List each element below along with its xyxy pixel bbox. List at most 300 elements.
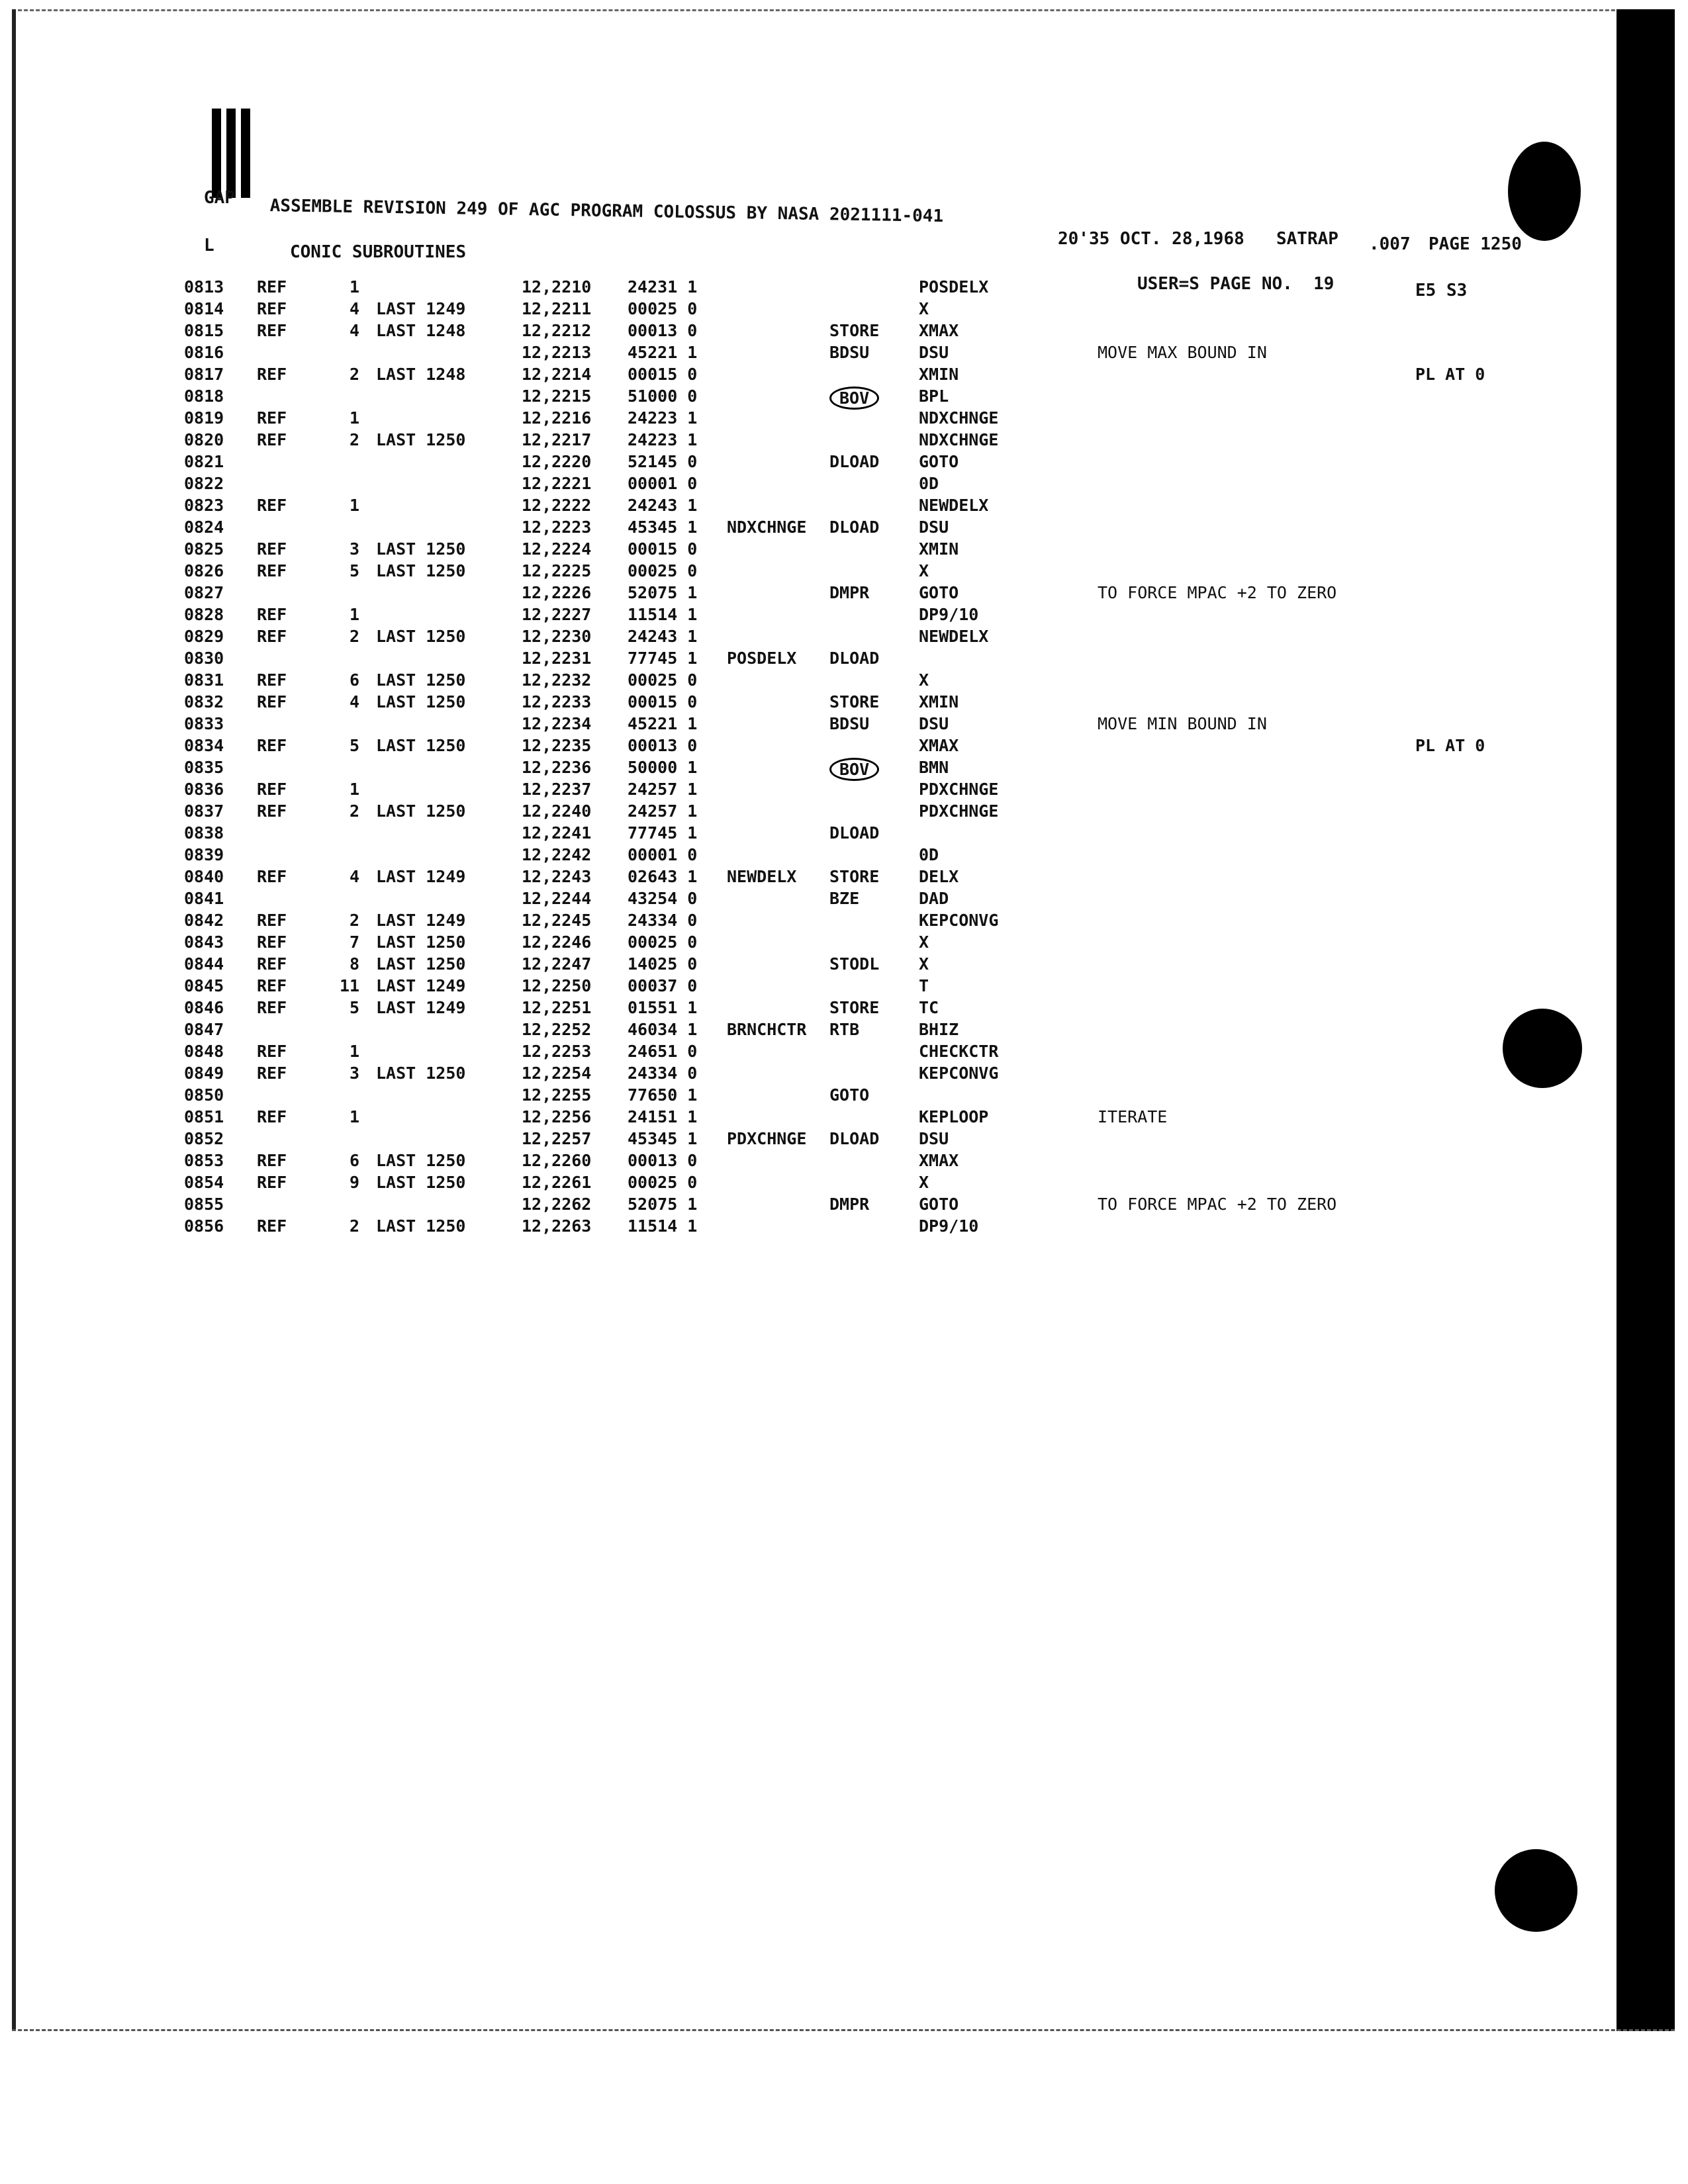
last-ref: LAST 1248	[376, 321, 466, 340]
comment: TO FORCE MPAC +2 TO ZERO	[1098, 583, 1337, 602]
tractor-feed-top-edge	[12, 9, 1675, 13]
listing-row	[184, 758, 1376, 780]
octal-code: 24257 1	[628, 780, 698, 799]
address: 12,2215	[522, 387, 592, 406]
address: 12,2211	[522, 299, 592, 318]
listing-row	[184, 1042, 1376, 1064]
octal-code: 00001 0	[628, 474, 698, 493]
symbol-label: BRNCHCTR	[727, 1020, 807, 1039]
line-number: 0819	[184, 408, 224, 428]
code-reference: E5 S3	[1415, 281, 1468, 300]
symbol-label: PDXCHNGE	[727, 1129, 807, 1148]
octal-code: 43254 0	[628, 889, 698, 908]
listing-row	[184, 976, 1376, 998]
operand: NEWDELX	[919, 496, 989, 515]
listing-row	[184, 343, 1376, 365]
line-number: 0841	[184, 889, 224, 908]
operand: X	[919, 933, 929, 952]
operand: X	[919, 670, 929, 690]
ref-marker: REF	[257, 736, 287, 755]
line-number: 0840	[184, 867, 224, 886]
last-ref: LAST 1249	[376, 911, 466, 930]
address: 12,2221	[522, 474, 592, 493]
last-ref: LAST 1250	[376, 1173, 466, 1192]
ref-count: 4	[349, 867, 359, 886]
line-number: 0813	[184, 277, 224, 296]
listing-row	[184, 801, 1376, 823]
listing-timestamp: 20'35 OCT. 28,1968	[1058, 229, 1244, 249]
operand: KEPCONVG	[919, 911, 999, 930]
ref-count: 2	[349, 911, 359, 930]
operand: GOTO	[919, 452, 959, 471]
pushlist-note: PL AT 0	[1415, 736, 1485, 755]
page-number: PAGE 1250	[1429, 234, 1522, 254]
line-number: 0832	[184, 692, 224, 711]
opcode: BDSU	[829, 343, 870, 362]
listing-row	[184, 277, 1376, 299]
address: 12,2241	[522, 823, 592, 842]
address: 12,2252	[522, 1020, 592, 1039]
octal-code: 77745 1	[628, 823, 698, 842]
line-number: 0852	[184, 1129, 224, 1148]
operand: KEPLOOP	[919, 1107, 989, 1126]
ref-count: 3	[349, 539, 359, 559]
octal-code: 52145 0	[628, 452, 698, 471]
comment: ITERATE	[1098, 1107, 1168, 1126]
octal-code: 02643 1	[628, 867, 698, 886]
line-number: 0822	[184, 474, 224, 493]
address: 12,2222	[522, 496, 592, 515]
perforation-bottom-edge	[12, 2027, 1675, 2031]
last-ref: LAST 1250	[376, 736, 466, 755]
listing-row	[184, 780, 1376, 801]
line-number: 0818	[184, 387, 224, 406]
line-number: 0849	[184, 1064, 224, 1083]
version-number: .007	[1369, 234, 1411, 254]
ref-count: 1	[349, 1042, 359, 1061]
listing-row	[184, 670, 1376, 692]
last-ref: LAST 1250	[376, 1216, 466, 1236]
line-number: 0823	[184, 496, 224, 515]
line-number: 0847	[184, 1020, 224, 1039]
operand: DSU	[919, 343, 949, 362]
octal-code: 00015 0	[628, 692, 698, 711]
ref-count: 9	[349, 1173, 359, 1192]
ref-count: 7	[349, 933, 359, 952]
ref-count: 6	[349, 670, 359, 690]
line-number: 0845	[184, 976, 224, 995]
listing-row	[184, 954, 1376, 976]
opcode: STODL	[829, 954, 880, 974]
ref-marker: REF	[257, 1064, 287, 1083]
line-number: 0855	[184, 1195, 224, 1214]
opcode: BOV	[829, 758, 879, 781]
operand: XMAX	[919, 1151, 959, 1170]
last-ref: LAST 1250	[376, 430, 466, 449]
ref-marker: REF	[257, 1151, 287, 1170]
listing-row	[184, 561, 1376, 583]
octal-code: 45221 1	[628, 714, 698, 733]
listing-row	[184, 1020, 1376, 1042]
ref-marker: REF	[257, 539, 287, 559]
listing-row	[184, 1085, 1376, 1107]
octal-code: 24231 1	[628, 277, 698, 296]
line-number: 0828	[184, 605, 224, 624]
octal-code: 00013 0	[628, 736, 698, 755]
line-number: 0851	[184, 1107, 224, 1126]
line-number: 0821	[184, 452, 224, 471]
line-number: 0827	[184, 583, 224, 602]
line-number: 0836	[184, 780, 224, 799]
operand: TC	[919, 998, 939, 1017]
listing-row	[184, 1195, 1376, 1216]
ref-marker: REF	[257, 408, 287, 428]
octal-code: 11514 1	[628, 605, 698, 624]
binder-hole-top	[1508, 142, 1581, 241]
ref-count: 1	[349, 496, 359, 515]
octal-code: 77745 1	[628, 649, 698, 668]
address: 12,2261	[522, 1173, 592, 1192]
octal-code: 24651 0	[628, 1042, 698, 1061]
operand: DP9/10	[919, 605, 979, 624]
address: 12,2247	[522, 954, 592, 974]
address: 12,2237	[522, 780, 592, 799]
address: 12,2263	[522, 1216, 592, 1236]
ref-marker: REF	[257, 780, 287, 799]
address: 12,2235	[522, 736, 592, 755]
octal-code: 24223 1	[628, 430, 698, 449]
operand: XMIN	[919, 539, 959, 559]
opcode: GOTO	[829, 1085, 870, 1105]
address: 12,2225	[522, 561, 592, 580]
opcode: STORE	[829, 692, 880, 711]
ref-count: 4	[349, 321, 359, 340]
line-number: 0829	[184, 627, 224, 646]
address: 12,2244	[522, 889, 592, 908]
listing-row	[184, 998, 1376, 1020]
octal-code: 50000 1	[628, 758, 698, 777]
last-ref: LAST 1249	[376, 299, 466, 318]
line-number: 0816	[184, 343, 224, 362]
listing-row	[184, 714, 1376, 736]
listing-row	[184, 583, 1376, 605]
line-number: 0824	[184, 518, 224, 537]
operand: PDXCHNGE	[919, 801, 999, 821]
line-number: 0843	[184, 933, 224, 952]
line-number: 0831	[184, 670, 224, 690]
listing-row	[184, 299, 1376, 321]
address: 12,2257	[522, 1129, 592, 1148]
listing-row	[184, 539, 1376, 561]
address: 12,2231	[522, 649, 592, 668]
operand: 0D	[919, 474, 939, 493]
listing-row	[184, 736, 1485, 758]
operand: DP9/10	[919, 1216, 979, 1236]
comment: MOVE MIN BOUND IN	[1098, 714, 1267, 733]
octal-code: 24151 1	[628, 1107, 698, 1126]
comment: MOVE MAX BOUND IN	[1098, 343, 1267, 362]
ref-marker: REF	[257, 430, 287, 449]
last-ref: LAST 1250	[376, 954, 466, 974]
line-prefix: L	[204, 236, 214, 255]
address: 12,2214	[522, 365, 592, 384]
address: 12,2233	[522, 692, 592, 711]
address: 12,2226	[522, 583, 592, 602]
octal-code: 00025 0	[628, 561, 698, 580]
line-number: 0833	[184, 714, 224, 733]
operand: POSDELX	[919, 277, 989, 296]
line-number: 0826	[184, 561, 224, 580]
operand: XMIN	[919, 365, 959, 384]
operand: BMN	[919, 758, 949, 777]
line-number: 0853	[184, 1151, 224, 1170]
line-number: 0830	[184, 649, 224, 668]
ref-count: 11	[340, 976, 360, 995]
user-name: SATRAP	[1276, 229, 1338, 249]
octal-code: 24334 0	[628, 1064, 698, 1083]
octal-code: 00025 0	[628, 1173, 698, 1192]
address: 12,2232	[522, 670, 592, 690]
line-number: 0835	[184, 758, 224, 777]
address: 12,2227	[522, 605, 592, 624]
line-number: 0837	[184, 801, 224, 821]
listing-row	[184, 933, 1376, 954]
last-ref: LAST 1250	[376, 561, 466, 580]
opcode: STORE	[829, 998, 880, 1017]
listing-row	[184, 1216, 1376, 1238]
listing-row	[184, 1064, 1376, 1085]
listing-row	[184, 496, 1376, 518]
assembly-title: ASSEMBLE REVISION 249 OF AGC PROGRAM COLOSSUS BY NASA 2021111-041	[269, 196, 944, 226]
ref-marker: REF	[257, 933, 287, 952]
last-ref: LAST 1250	[376, 627, 466, 646]
ref-marker: REF	[257, 496, 287, 515]
address: 12,2250	[522, 976, 592, 995]
address: 12,2246	[522, 933, 592, 952]
ref-count: 4	[349, 299, 359, 318]
opcode: DLOAD	[829, 823, 880, 842]
listing-row	[184, 845, 1376, 867]
ref-marker: REF	[257, 911, 287, 930]
octal-code: 51000 0	[628, 387, 698, 406]
address: 12,2240	[522, 801, 592, 821]
opcode: RTB	[829, 1020, 860, 1039]
octal-code: 24223 1	[628, 408, 698, 428]
address: 12,2234	[522, 714, 592, 733]
address: 12,2236	[522, 758, 592, 777]
opcode: DLOAD	[829, 518, 880, 537]
octal-code: 00025 0	[628, 670, 698, 690]
address: 12,2245	[522, 911, 592, 930]
address: 12,2224	[522, 539, 592, 559]
ref-count: 1	[349, 605, 359, 624]
operand: GOTO	[919, 1195, 959, 1214]
line-number: 0842	[184, 911, 224, 930]
ref-marker: REF	[257, 998, 287, 1017]
ref-marker: REF	[257, 692, 287, 711]
listing-row	[184, 1129, 1376, 1151]
operand: PDXCHNGE	[919, 780, 999, 799]
ref-count: 2	[349, 627, 359, 646]
ref-count: 6	[349, 1151, 359, 1170]
ref-marker: REF	[257, 976, 287, 995]
operand: DSU	[919, 518, 949, 537]
operand: DSU	[919, 1129, 949, 1148]
octal-code: 45345 1	[628, 1129, 698, 1148]
line-number: 0815	[184, 321, 224, 340]
octal-code: 00015 0	[628, 365, 698, 384]
operand: X	[919, 1173, 929, 1192]
line-number: 0820	[184, 430, 224, 449]
last-ref: LAST 1248	[376, 365, 466, 384]
octal-code: 45345 1	[628, 518, 698, 537]
address: 12,2262	[522, 1195, 592, 1214]
octal-code: 00015 0	[628, 539, 698, 559]
ref-count: 1	[349, 1107, 359, 1126]
octal-code: 00025 0	[628, 933, 698, 952]
ref-count: 1	[349, 277, 359, 296]
listing-row	[184, 627, 1376, 649]
operand: DSU	[919, 714, 949, 733]
ref-marker: REF	[257, 1216, 287, 1236]
octal-code: 00013 0	[628, 1151, 698, 1170]
listing-row	[184, 365, 1485, 387]
listing-row	[184, 867, 1376, 889]
last-ref: LAST 1249	[376, 976, 466, 995]
line-number: 0844	[184, 954, 224, 974]
ref-marker: REF	[257, 801, 287, 821]
line-number: 0838	[184, 823, 224, 842]
ref-marker: REF	[257, 1173, 287, 1192]
ref-count: 4	[349, 692, 359, 711]
ref-marker: REF	[257, 277, 287, 296]
ref-count: 2	[349, 1216, 359, 1236]
line-number: 0825	[184, 539, 224, 559]
octal-code: 11514 1	[628, 1216, 698, 1236]
listing-row	[184, 1107, 1376, 1129]
ref-count: 1	[349, 408, 359, 428]
symbol-label: POSDELX	[727, 649, 797, 668]
address: 12,2254	[522, 1064, 592, 1083]
listing-row	[184, 408, 1376, 430]
last-ref: LAST 1250	[376, 539, 466, 559]
octal-code: 00025 0	[628, 299, 698, 318]
operand: 0D	[919, 845, 939, 864]
operand: NEWDELX	[919, 627, 989, 646]
octal-code: 46034 1	[628, 1020, 698, 1039]
operand: GOTO	[919, 583, 959, 602]
symbol-label: NDXCHNGE	[727, 518, 807, 537]
listing-row	[184, 474, 1376, 496]
listing-row	[184, 649, 1376, 670]
ref-marker: REF	[257, 365, 287, 384]
ref-marker: REF	[257, 954, 287, 974]
ref-marker: REF	[257, 321, 287, 340]
opcode: DMPR	[829, 1195, 870, 1214]
address: 12,2255	[522, 1085, 592, 1105]
opcode: STORE	[829, 321, 880, 340]
listing-row	[184, 518, 1376, 539]
right-edge-shadow	[1617, 9, 1675, 2031]
ref-marker: REF	[257, 670, 287, 690]
operand: XMAX	[919, 736, 959, 755]
ref-marker: REF	[257, 605, 287, 624]
address: 12,2220	[522, 452, 592, 471]
opcode: BOV	[829, 387, 879, 410]
octal-code: 52075 1	[628, 583, 698, 602]
last-ref: LAST 1250	[376, 670, 466, 690]
ref-marker: REF	[257, 299, 287, 318]
operand: T	[919, 976, 929, 995]
binder-hole-bottom	[1495, 1849, 1577, 1932]
operand: CHECKCTR	[919, 1042, 999, 1061]
ref-marker: REF	[257, 867, 287, 886]
operand: KEPCONVG	[919, 1064, 999, 1083]
address: 12,2212	[522, 321, 592, 340]
address: 12,2243	[522, 867, 592, 886]
ref-count: 1	[349, 780, 359, 799]
address: 12,2217	[522, 430, 592, 449]
octal-code: 24334 0	[628, 911, 698, 930]
address: 12,2213	[522, 343, 592, 362]
section-title: CONIC SUBROUTINES	[290, 242, 467, 262]
ref-count: 3	[349, 1064, 359, 1083]
operand: BPL	[919, 387, 949, 406]
ref-count: 5	[349, 998, 359, 1017]
listing-row	[184, 387, 1376, 408]
pushlist-note: PL AT 0	[1415, 365, 1485, 384]
opcode: DLOAD	[829, 649, 880, 668]
octal-code: 00013 0	[628, 321, 698, 340]
operand: X	[919, 954, 929, 974]
operand: XMIN	[919, 692, 959, 711]
last-ref: LAST 1249	[376, 998, 466, 1017]
operand: X	[919, 561, 929, 580]
listing-row	[184, 430, 1376, 452]
operand: XMAX	[919, 321, 959, 340]
opcode: STORE	[829, 867, 880, 886]
line-number: 0839	[184, 845, 224, 864]
line-number: 0856	[184, 1216, 224, 1236]
operand: NDXCHNGE	[919, 408, 999, 428]
address: 12,2216	[522, 408, 592, 428]
opcode: DLOAD	[829, 452, 880, 471]
comment: TO FORCE MPAC +2 TO ZERO	[1098, 1195, 1337, 1214]
octal-code: 14025 0	[628, 954, 698, 974]
ref-count: 2	[349, 801, 359, 821]
line-number: 0850	[184, 1085, 224, 1105]
octal-code: 01551 1	[628, 998, 698, 1017]
address: 12,2242	[522, 845, 592, 864]
octal-code: 77650 1	[628, 1085, 698, 1105]
listing-row	[184, 692, 1376, 714]
listing-row	[184, 1151, 1376, 1173]
ref-count: 5	[349, 561, 359, 580]
opcode: DLOAD	[829, 1129, 880, 1148]
ref-count: 8	[349, 954, 359, 974]
octal-code: 24243 1	[628, 496, 698, 515]
operand: X	[919, 299, 929, 318]
address: 12,2223	[522, 518, 592, 537]
ref-marker: REF	[257, 1107, 287, 1126]
address: 12,2253	[522, 1042, 592, 1061]
corner-mark: GAP	[204, 188, 235, 208]
line-number: 0846	[184, 998, 224, 1017]
binder-hole-middle	[1503, 1009, 1582, 1088]
left-edge-shadow	[12, 9, 16, 2031]
listing-row	[184, 889, 1376, 911]
last-ref: LAST 1250	[376, 801, 466, 821]
